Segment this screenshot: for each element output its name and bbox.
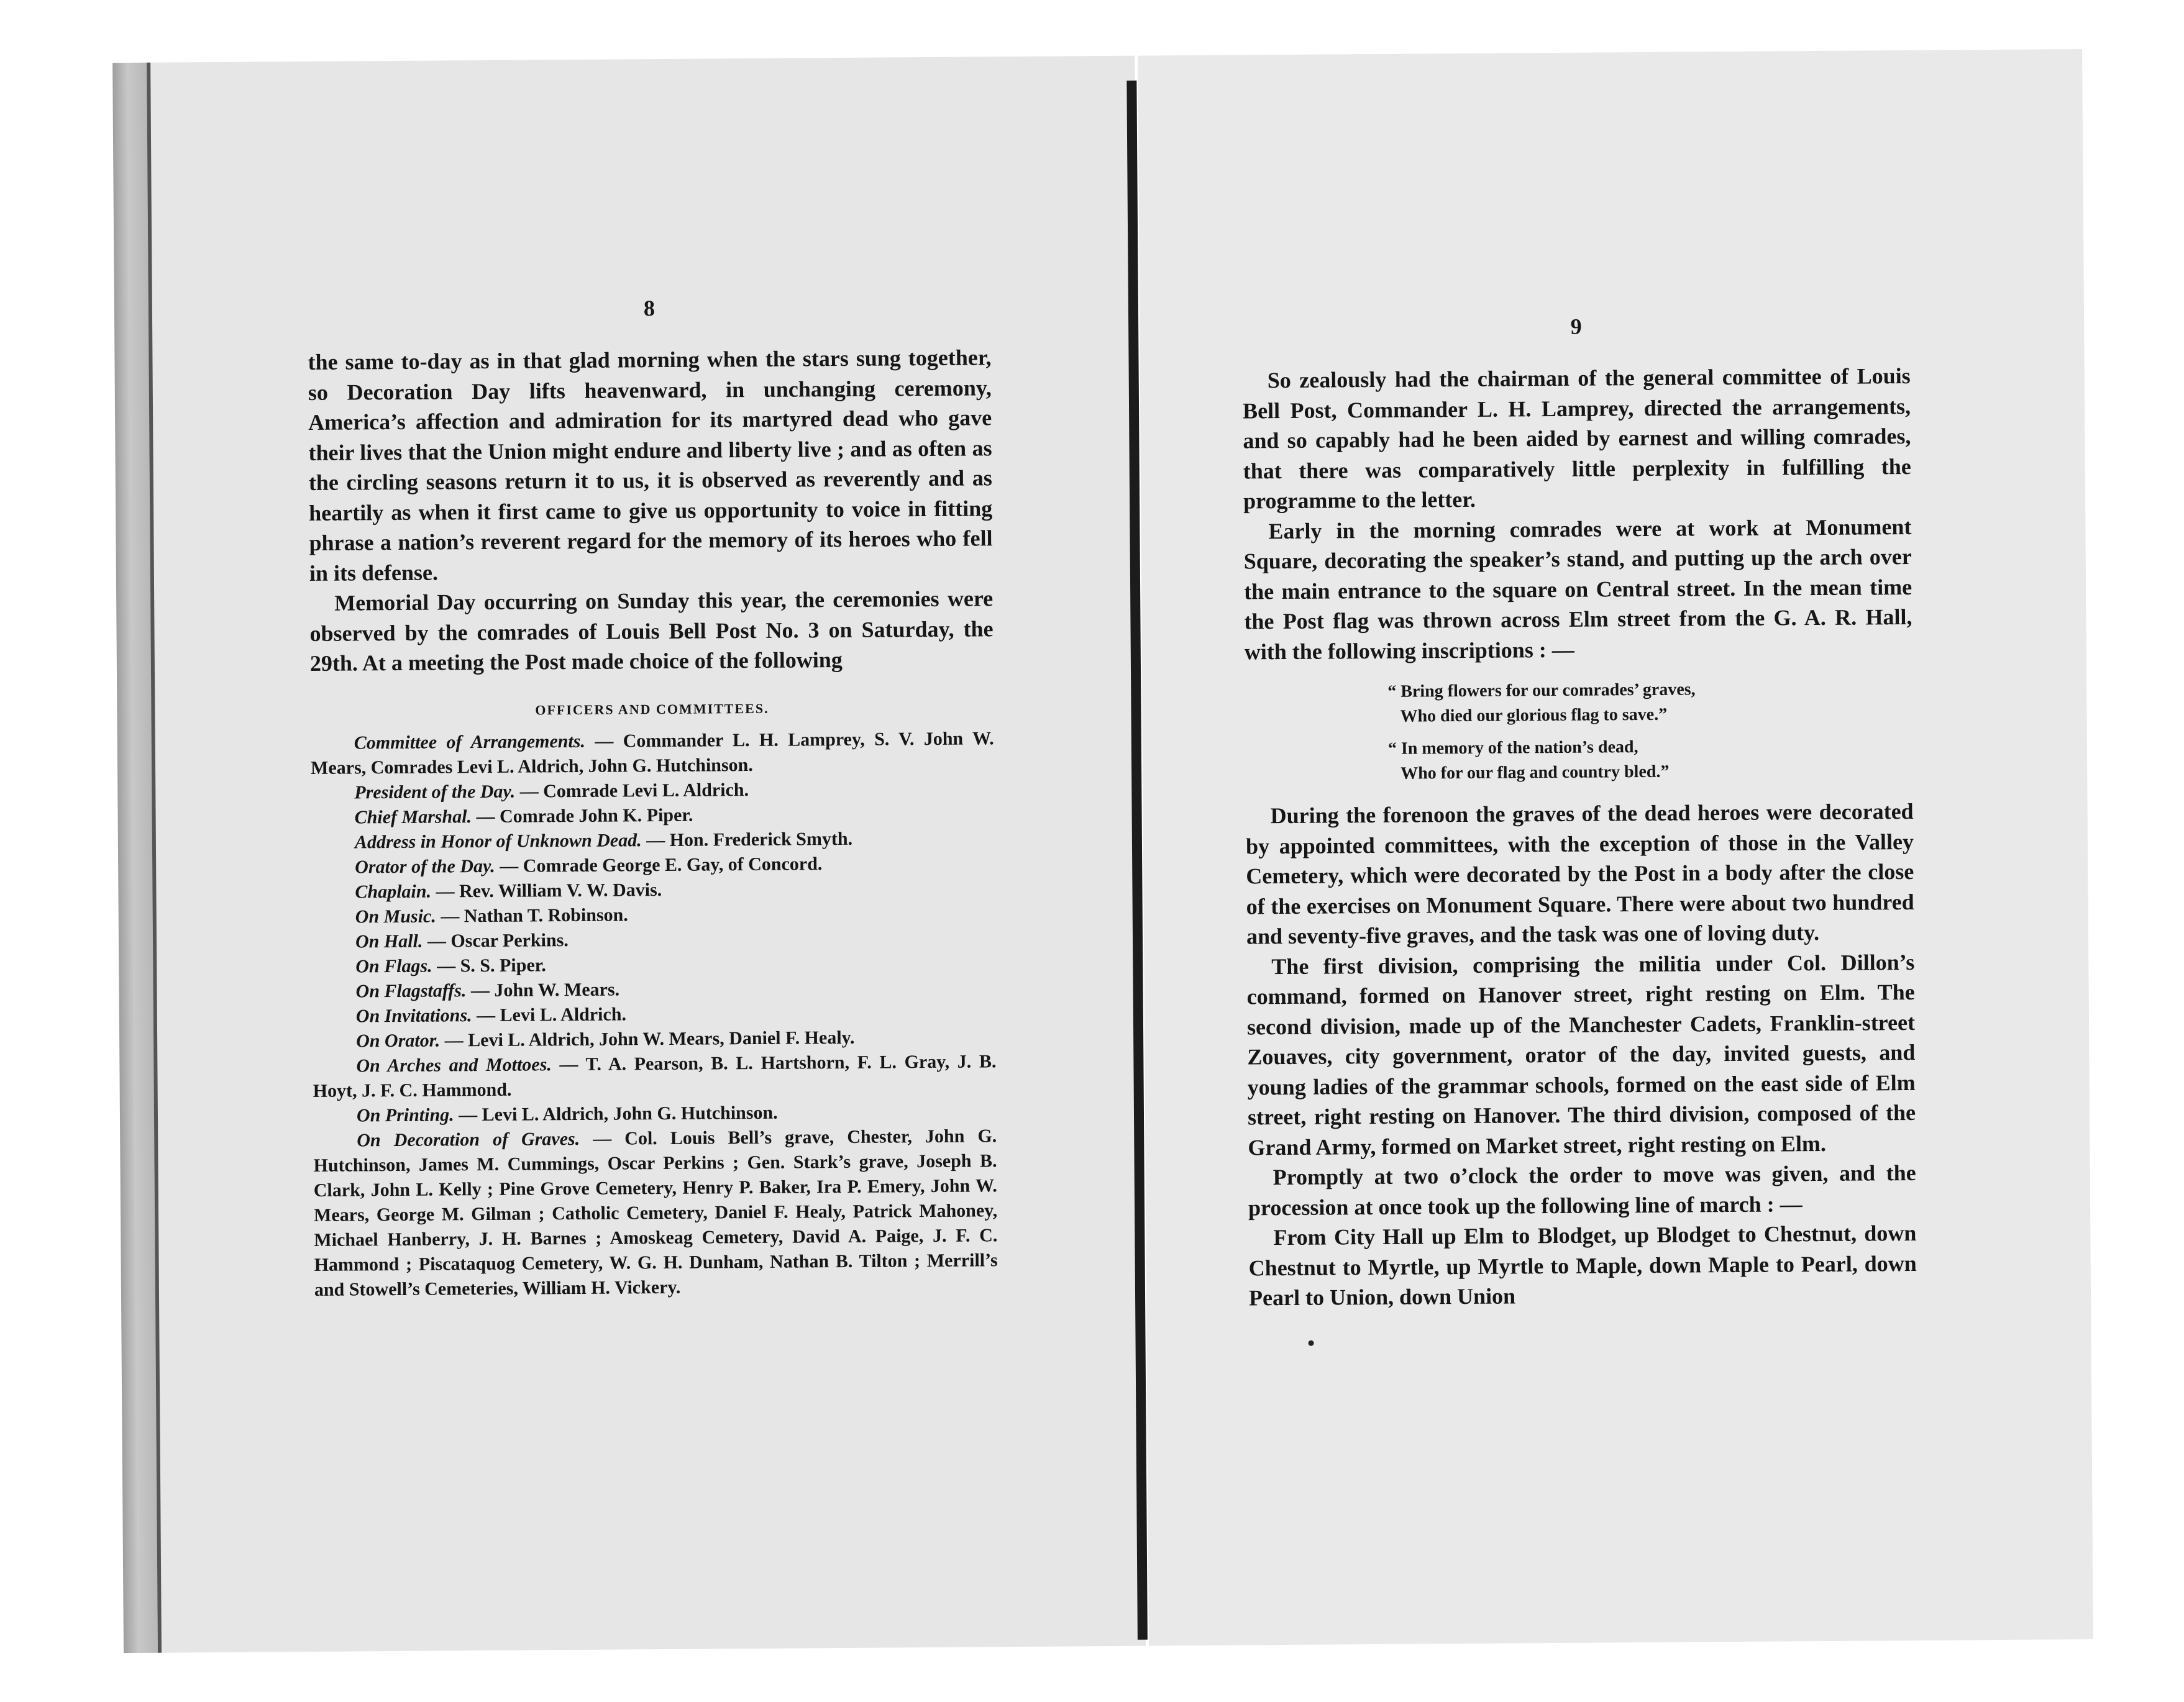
committee-members: — Nathan T. Robinson. bbox=[436, 904, 628, 927]
committee-members: — Col. Louis Bell’s grave, Chester, John G. Hutchinson, James M. Cummings, Oscar Perkins ; Gen. Stark’s grave, Joseph B. Clark, John L. Kelly ; Pine Grove Cemetery, Henry P. Baker, Ira P. Emery, John W. Mears, George M. Gilman ; Catholic Cemetery, Daniel F. Healy, Patrick Mahoney, Michael Hanberry, J. H. Barnes ; Amoskeag Cemetery, David A. Paige, J. F. C. Hammond ; Piscataquog Cemetery, W. G. H. Dunham, Nathan B. Tilton ; Merrill’s and Stowell’s Cemeteries, William H. Vickery. bbox=[313, 1125, 998, 1300]
inscription-line: Who died our glorious flag to save.” bbox=[1400, 704, 1668, 726]
open-book bbox=[112, 37, 2106, 1659]
committee-label: On Music. bbox=[355, 906, 436, 927]
committee-members: — Levi L. Aldrich. bbox=[472, 1003, 627, 1026]
committee-label: On Flagstaffs. bbox=[355, 980, 467, 1001]
committee-members: — Levi L. Aldrich, John W. Mears, Daniel F. Healy. bbox=[440, 1027, 855, 1051]
committee-label: Address in Honor of Unknown Dead. bbox=[354, 829, 642, 852]
committee-members: — Rev. William V. W. Davis. bbox=[431, 879, 662, 902]
committee-members: — John W. Mears. bbox=[466, 979, 620, 1001]
committee-members: — S. S. Piper. bbox=[432, 954, 546, 976]
committee-label: On Flags. bbox=[355, 955, 432, 976]
section-heading: OFFICERS AND COMMITTEES. bbox=[535, 700, 769, 717]
committee-label: On Printing. bbox=[356, 1104, 454, 1126]
inscription-line: Who for our flag and country bled.” bbox=[1400, 762, 1670, 783]
committee-label: On Hall. bbox=[355, 931, 423, 952]
committee-members: — Commander L. H. Lamprey, S. V. John W. Mears, Comrades Levi L. Aldrich, John G. Hutchinson. bbox=[310, 727, 994, 778]
paragraph: During the forenoon the graves of the dead heroes were decorated by appointed committees, with the exception of those in the Valley Cemetery, which were decorated by the Post in a body after the close of the exercises on Monument Square. There were about two hundred and seventy-five graves, and the task was one of loving duty. bbox=[1245, 798, 1914, 949]
committee-members: — Levi L. Aldrich, John G. Hutchinson. bbox=[454, 1102, 778, 1125]
paragraph: Promptly at two o’clock the order to move was given, and the procession at once took up the following line of march : — bbox=[1248, 1160, 1916, 1220]
committee-label: Chaplain. bbox=[355, 881, 432, 902]
page-number-left: 8 bbox=[643, 296, 656, 321]
inscription bbox=[1387, 676, 1913, 729]
left-page bbox=[147, 56, 1146, 1653]
inscription bbox=[1388, 733, 1914, 786]
committee-label: On Orator. bbox=[356, 1030, 441, 1051]
paragraph: Early in the morning comrades were at work at Monument Square, decorating the speaker’s stand, and putting up the arch over the main entrance to the square on Central street. In the mean time the Post flag was thrown across Elm street from the G. A. R. Hall, with the following inscriptions : — bbox=[1243, 514, 1912, 664]
left-text-column bbox=[308, 293, 998, 1302]
paragraph: Memorial Day occurring on Sunday this year, the ceremonies were observed by the comrades of Louis Bell Post No. 3 on Saturday, the 29th. At a meeting the Post made choice of the following bbox=[309, 586, 994, 676]
committee-members: — Comrade Levi L. Aldrich. bbox=[515, 779, 749, 802]
paragraph: So zealously had the chairman of the general committee of Louis Bell Post, Commander L. H. Lamprey, directed the arrangements, and so capably had he been aided by earnest and willing comrades, that there was comparatively little perplexity in fulfilling the programme to the letter. bbox=[1242, 363, 1911, 514]
committee-label: President of the Day. bbox=[354, 781, 516, 803]
flag-inscriptions bbox=[1387, 676, 1913, 786]
right-page bbox=[1138, 49, 2093, 1646]
page-number-right: 9 bbox=[1570, 314, 1582, 339]
paragraph: The first division, comprising the militia under Col. Dillon’s command, formed on Hanover street, right resting on Elm. The second division, made up of the Manchester Cadets, Franklin-street Zouaves, city government, orator of the day, invited guests, and young ladies of the grammar schools, formed on the east side of Elm street, right resting on Hanover. The third division, composed of the Grand Army, formed on Market street, right resting on Elm. bbox=[1246, 949, 1916, 1160]
committee-label: Chief Marshal. bbox=[354, 806, 472, 827]
committee-label: On Invitations. bbox=[355, 1004, 472, 1026]
committee-label: Committee of Arrangements. bbox=[354, 730, 586, 753]
committee-members: — Comrade George E. Gay, of Concord. bbox=[495, 853, 823, 876]
ink-speck bbox=[1309, 1340, 1314, 1346]
committee-members: — Hon. Frederick Smyth. bbox=[641, 828, 853, 850]
right-text-column bbox=[1242, 311, 1917, 1313]
inscription-line: “ In memory of the nation’s dead, bbox=[1387, 737, 1638, 758]
committee-members: — T. A. Pearson, B. L. Hartshorn, F. L. Gray, J. B. Hoyt, J. F. C. Hammond. bbox=[313, 1050, 997, 1101]
committee-entry bbox=[311, 726, 995, 781]
committee-list bbox=[311, 726, 998, 1303]
committee-entry bbox=[313, 1049, 997, 1104]
paragraph: the same to-day as in that glad morning when the stars sung together, so Decoration Day lifts heavenward, in unchanging ceremony, America’s affection and admiration for its martyred dead who gave their lives that the Union might endure and liberty live ; and as often as the circling seasons return it to us, it is observed as reverently and as heartily as when it first came to give us opportunity to voice in fitting phrase a nation’s reverent regard for the memory of its heroes who fell in its defense. bbox=[308, 345, 993, 586]
committee-members: — Comrade John K. Piper. bbox=[471, 804, 693, 827]
committee-members: — Oscar Perkins. bbox=[423, 929, 569, 952]
inscription-line: “ Bring flowers for our comrades’ graves, bbox=[1387, 680, 1696, 701]
committee-entry bbox=[313, 1124, 998, 1303]
committee-label: On Decoration of Graves. bbox=[357, 1128, 580, 1150]
committee-label: On Arches and Mottoes. bbox=[356, 1054, 552, 1076]
paragraph: From City Hall up Elm to Blodget, up Blodget to Chestnut, down Chestnut to Myrtle, up Myrtle to Maple, down Maple to Pearl, down Pearl to Union, down Union bbox=[1248, 1220, 1917, 1311]
committee-label: Orator of the Day. bbox=[355, 855, 495, 877]
